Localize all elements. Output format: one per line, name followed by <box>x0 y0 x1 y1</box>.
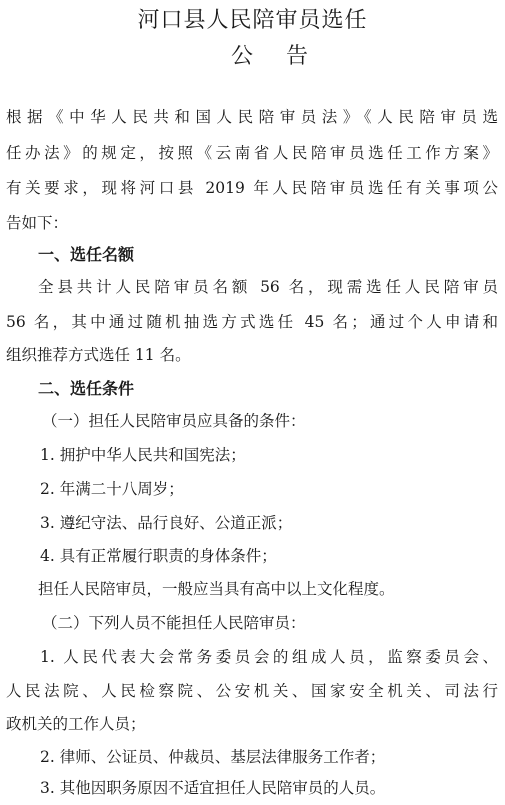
announcement-title: 河口县人民陪审员选任 <box>137 8 368 33</box>
sub-2-item-1: 1. 人民代表大会常务委员会的组成人员，监察委员会、 <box>40 648 498 666</box>
sub-1-item-4: 4. 具有正常履行职责的身体条件； <box>40 547 277 565</box>
subtitle-char-2: 告 <box>286 44 309 69</box>
section-1-line-3: 组织推荐方式选任 11 名。 <box>6 346 191 364</box>
intro-line-3: 有关要求，现将河口县 2019 年人民陪审员选任有关事项公 <box>6 179 498 197</box>
sub-2-item-2: 2. 律师、公证员、仲裁员、基层法律服务工作者； <box>40 748 386 766</box>
sub-2-item-1-end: 政机关的工作人员； <box>6 715 146 733</box>
sub-1-item-2: 2. 年满二十八周岁； <box>40 480 184 498</box>
sub-1-item-1: 1. 拥护中华人民共和国宪法； <box>40 446 246 464</box>
intro-line-4: 告如下： <box>6 214 69 232</box>
section-2-heading: 二、选任条件 <box>38 379 135 398</box>
sub-1-note: 担任人民陪审员，一般应当具有高中以上文化程度。 <box>38 580 395 598</box>
sub-2-item-3: 3. 其他因职务原因不适宜担任人民陪审员的人员。 <box>40 779 386 797</box>
section-1-line-1: 全县共计人民陪审员名额 56 名，现需选任人民陪审员 <box>38 278 498 296</box>
sub-1-heading: （一）担任人民陪审员应具备的条件： <box>42 412 306 430</box>
section-1-heading: 一、选任名额 <box>38 245 135 264</box>
intro-line-1: 根据《中华人民共和国人民陪审员法》《人民陪审员选 <box>6 108 498 126</box>
intro-line-2: 任办法》的规定，按照《云南省人民陪审员选任工作方案》 <box>6 144 498 162</box>
sub-2-item-1-cont: 人民法院、人民检察院、公安机关、国家安全机关、司法行 <box>6 682 498 700</box>
sub-2-heading: （二）下列人员不能担任人民陪审员： <box>42 614 306 632</box>
subtitle-char-1: 公 <box>231 44 254 69</box>
section-1-line-2: 56 名，其中通过随机抽选方式选任 45 名；通过个人申请和 <box>6 313 498 331</box>
sub-1-item-3: 3. 遵纪守法、品行良好、公道正派； <box>40 514 293 532</box>
